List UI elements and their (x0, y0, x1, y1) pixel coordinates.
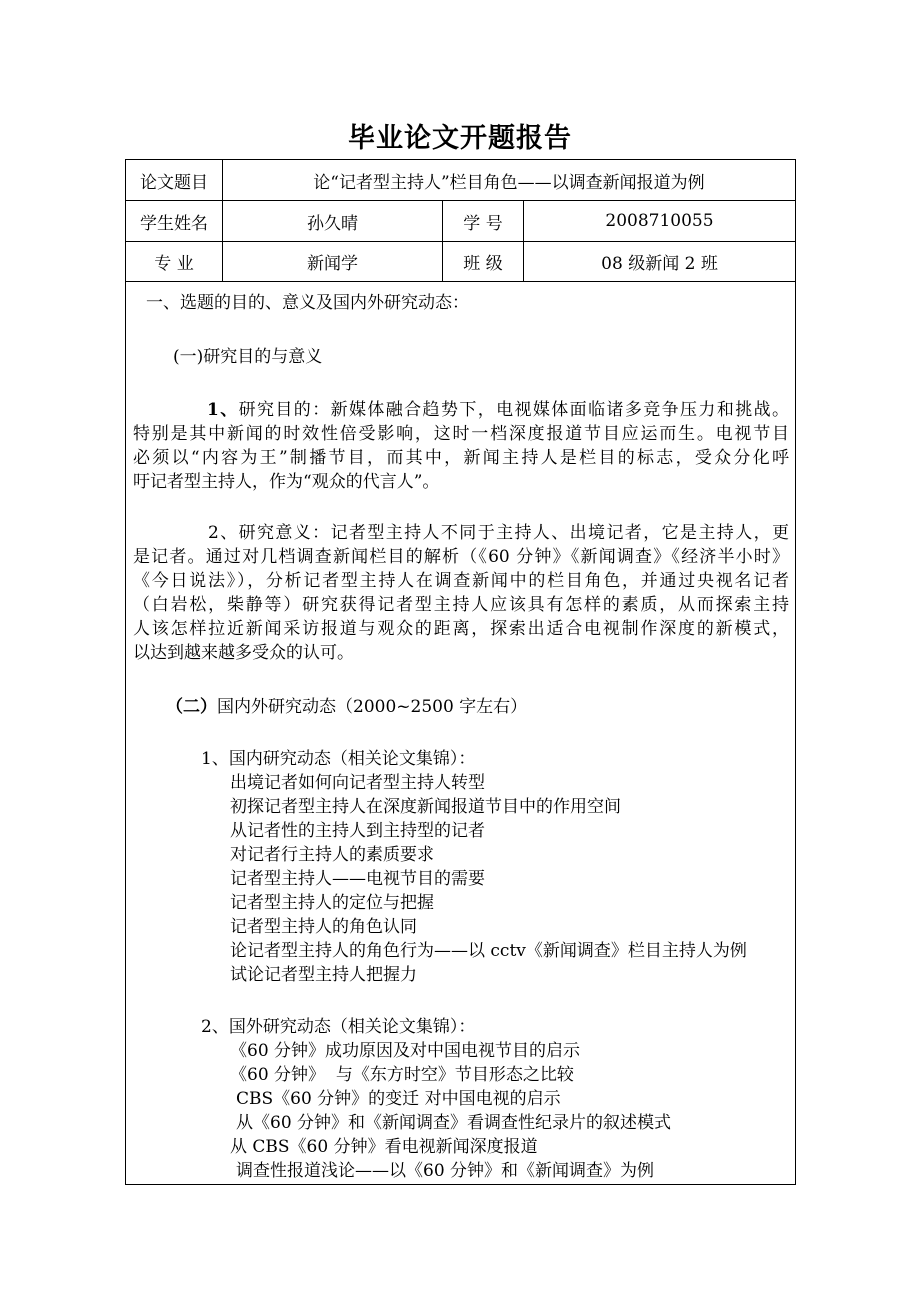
domestic-paper-item: 试论记者型主持人把握力 (230, 965, 417, 985)
foreign-paper-item: 调查性报道浅论——以《60 分钟》和《新闻调查》为例 (236, 1161, 655, 1181)
purpose-paragraph-line: 特别是其中新闻的时效性倍受影响，这时一档深度报道节目应运而生。电视节目 (133, 424, 789, 444)
proposal-content-cell (126, 282, 796, 1185)
meaning-paragraph-line: 以达到越来越多受众的认可。 (133, 643, 354, 663)
domestic-paper-item: 出境记者如何向记者型主持人转型 (230, 773, 485, 793)
domestic-paper-item: 对记者行主持人的素质要求 (230, 845, 434, 865)
meaning-paragraph-line: 是记者。通过对几档调查新闻栏目的解析（《60 分钟》《新闻调查》《经济半小时》 (133, 547, 789, 567)
name-value: 孙久晴 (223, 201, 443, 242)
subsection-number: （二） (166, 697, 217, 717)
domestic-paper-item: 初探记者型主持人在深度新闻报道节目中的作用空间 (230, 797, 621, 817)
meaning-paragraph-line: 2、研究意义：记者型主持人不同于主持人、出境记者，它是主持人，更 (208, 523, 789, 543)
domestic-paper-item: 记者型主持人——电视节目的需要 (230, 869, 485, 889)
class-label: 班 级 (443, 242, 524, 282)
document-title: 毕业论文开题报告 (348, 123, 572, 154)
major-value: 新闻学 (223, 242, 443, 282)
meaning-paragraph-line: （白岩松，柴静等）研究获得记者型主持人应该具有怎样的素质，从而探索主持 (133, 595, 789, 615)
meaning-paragraph-line: 人该怎样拉近新闻采访报道与观众的距离，探索出适合电视制作深度的新模式， (133, 619, 789, 639)
section-heading: 一、选题的目的、意义及国内外研究动态： (146, 293, 469, 313)
purpose-paragraph-line: 1、研究目的：新媒体融合趋势下，电视媒体面临诸多竞争压力和挑战。 (207, 400, 789, 420)
domestic-paper-item: 记者型主持人的定位与把握 (230, 893, 434, 913)
major-label: 专 业 (126, 242, 223, 282)
topic-value: 论“记者型主持人”栏目角色——以调查新闻报道为例 (223, 160, 796, 201)
domestic-paper-item: 从记者性的主持人到主持型的记者 (230, 821, 485, 841)
foreign-paper-item: 从《60 分钟》和《新闻调查》看调查性纪录片的叙述模式 (236, 1113, 672, 1133)
name-label: 学生姓名 (126, 201, 223, 242)
foreign-paper-item: 《60 分钟》 与《东方时空》节目形态之比较 (230, 1065, 574, 1085)
subsection-heading-purpose: (一)研究目的与意义 (173, 347, 323, 367)
student-id-label: 学 号 (443, 201, 524, 242)
proposal-form-table (125, 159, 796, 1185)
foreign-paper-item: 《60 分钟》成功原因及对中国电视节目的启示 (230, 1041, 581, 1061)
purpose-number: 1、 (207, 400, 239, 420)
subsection-heading-research: （二）国内外研究动态（2000~2500 字左右） (166, 697, 528, 717)
meaning-paragraph-line: 《今日说法》），分析记者型主持人在调查新闻中的栏目角色，并通过央视名记者 (133, 571, 789, 591)
class-value: 08 级新闻 2 班 (524, 242, 796, 282)
purpose-paragraph-line: 必须以“内容为王”制播节目，而其中，新闻主持人是栏目的标志，受众分化呼 (133, 448, 789, 468)
student-id-value: 2008710055 (524, 201, 796, 242)
topic-label: 论文题目 (126, 160, 223, 201)
foreign-paper-item: 从 CBS《60 分钟》看电视新闻深度报道 (230, 1137, 538, 1157)
domestic-research-heading: 1、国内研究动态（相关论文集锦）： (201, 749, 476, 769)
domestic-paper-item: 记者型主持人的角色认同 (230, 917, 417, 937)
domestic-paper-item: 论记者型主持人的角色行为——以 cctv《新闻调查》栏目主持人为例 (230, 941, 747, 961)
foreign-research-heading: 2、国外研究动态（相关论文集锦）： (201, 1017, 476, 1037)
foreign-paper-item: CBS《60 分钟》的变迁 对中国电视的启示 (236, 1089, 561, 1109)
purpose-paragraph-line: 吁记者型主持人，作为“观众的代言人”。 (133, 472, 440, 492)
